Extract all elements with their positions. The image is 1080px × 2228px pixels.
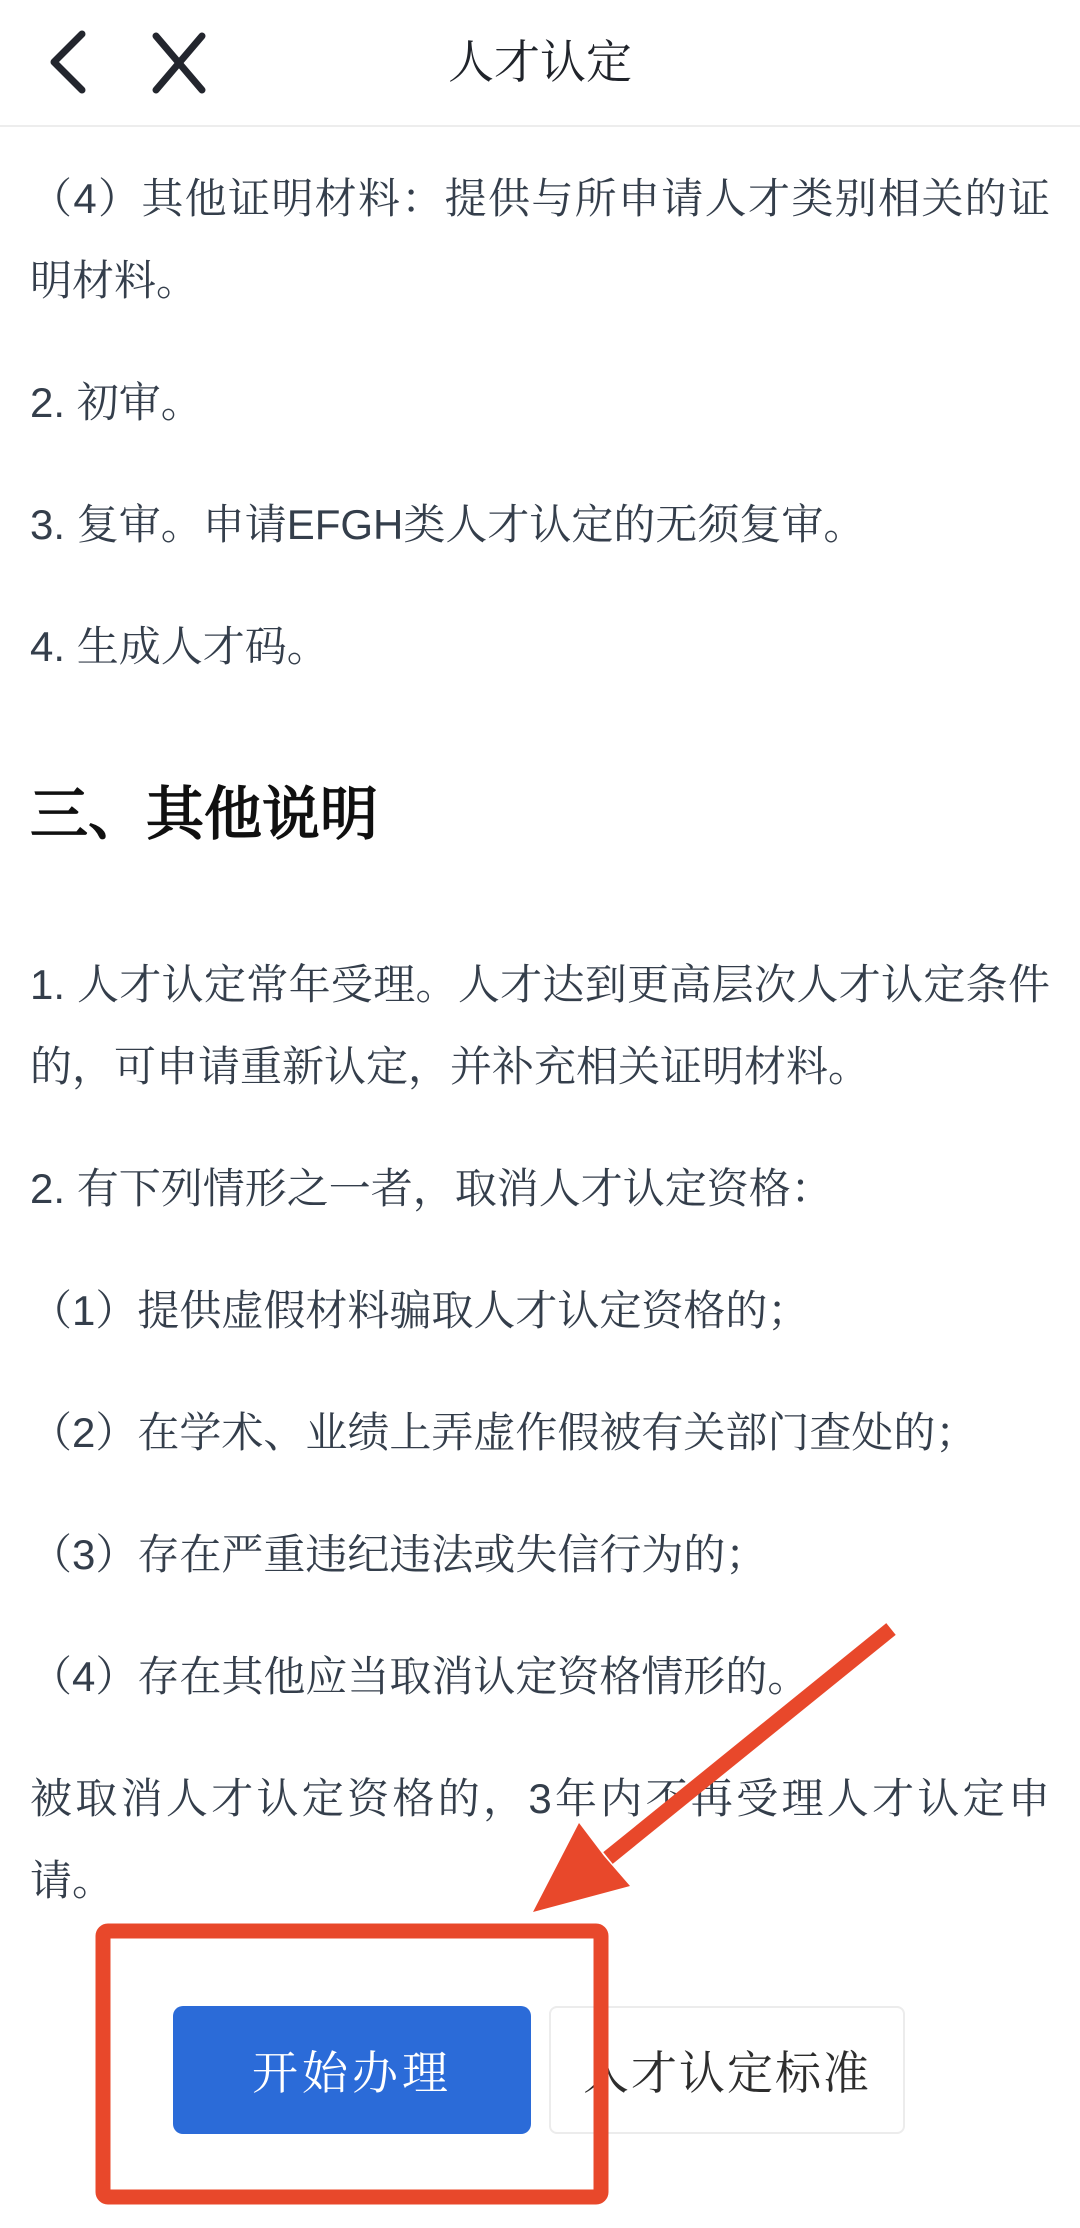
paragraph-step-talent-code: 4. 生成人才码。 [30, 623, 329, 670]
paragraph-note-1: 1. 人才认定常年受理。人才达到更高层次人才认定条件的，可申请重新认定，并补充相关证明材料。 [30, 961, 1050, 1090]
navigation-bar [0, 0, 1080, 127]
paragraph-revoke-item-3: （3）存在严重违纪违法或失信行为的； [30, 1531, 768, 1578]
paragraph-note-2: 2. 有下列情形之一者，取消人才认定资格： [30, 1165, 833, 1212]
start-processing-button[interactable]: 开始办理 [173, 2006, 531, 2134]
section-heading-other-notes: 三、其他说明 [30, 782, 379, 847]
paragraph-revoke-item-2: （2）在学术、业绩上弄虚作假被有关部门查处的； [30, 1409, 978, 1456]
article-content [0, 125, 1080, 1962]
page-title: 人才认定 [448, 36, 632, 88]
paragraph-step-initial-review: 2. 初审。 [30, 379, 203, 426]
paragraph-revoke-item-4: （4）存在其他应当取消认定资格情形的。 [30, 1653, 810, 1700]
paragraph-revoke-consequence: 被取消人才认定资格的，3年内不再受理人才认定申请。 [30, 1775, 1050, 1904]
talent-standards-button[interactable]: 人才认定标准 [549, 2006, 905, 2134]
paragraph-revoke-item-1: （1）提供虚假材料骗取人才认定资格的； [30, 1287, 810, 1334]
paragraph-other-materials: （4）其他证明材料：提供与所申请人才类别相关的证明材料。 [30, 175, 1050, 304]
paragraph-step-re-review: 3. 复审。申请EFGH类人才认定的无须复审。 [30, 501, 866, 548]
